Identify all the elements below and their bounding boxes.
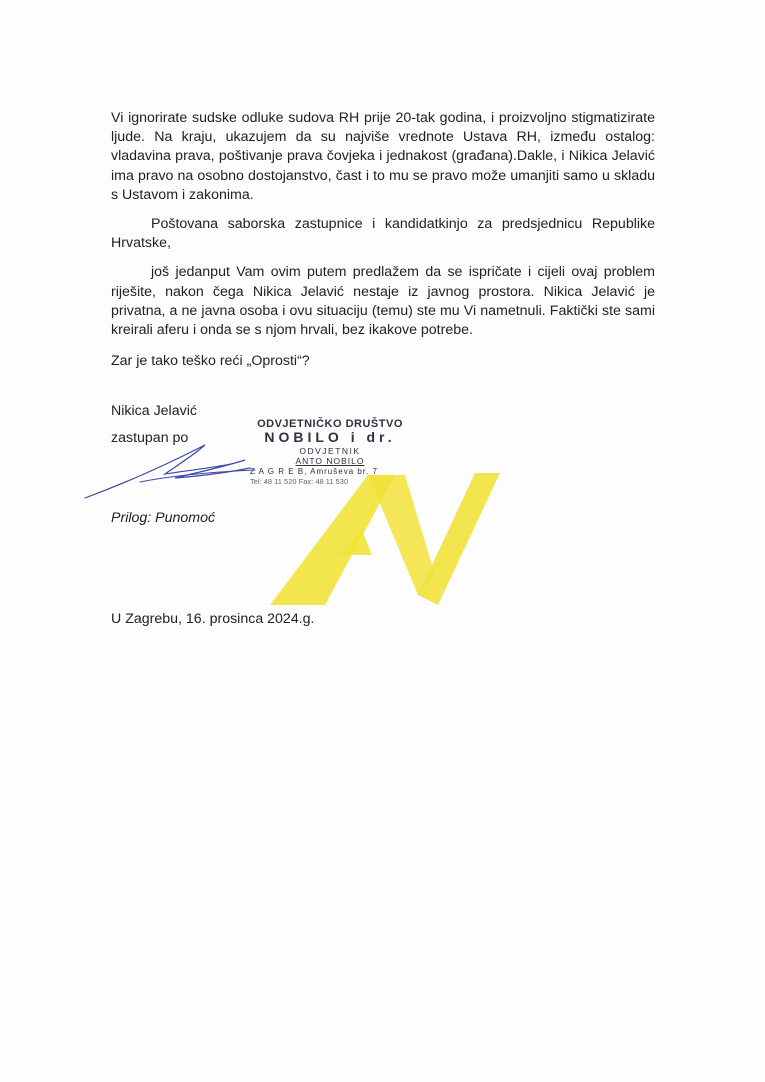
annex-label: Prilog: Punomoć [111, 510, 216, 526]
handwritten-signature [80, 430, 280, 505]
stamp-line-1: ODVJETNIČKO DRUŠTVO [257, 418, 403, 430]
letter-body [111, 109, 655, 371]
paragraph-1: Vi ignorirate sudske odluke sudova RH prije 20-tak godina, i proizvoljno stigmatizirate ljude. Na kraju, ukazujem da su najviše vrednote Ustava RH, između ostalog: vladavina prava, poštivanje prava čovjeka i jednakost (građana).Dakle, i Nikica Jelavić ima pravo na osobno dostojanstvo, čast i to mu se pravo može umanjiti samo u skladu s Ustavom i zakonima. [111, 110, 655, 203]
stamp-line-4: ANTO NOBILO [295, 456, 365, 466]
stamp-line-6: Tel: 48 11 520 Fax: 48 11 530 [250, 477, 349, 486]
stamp-line-2: NOBILO i dr. [264, 429, 396, 445]
paragraph-3: još jedanput Vam ovim putem predlažem da se ispričate i cijeli ovaj problem riješite, nakon čega Nikica Jelavić nestaje iz javnog prostora. Nikica Jelavić je privatna, a ne javna osoba i ovu situaciju (temu) ste mu Vi nametnuli. Faktički ste sami kreirali aferu i onda se s njom hrvali, bez ikakove potrebe. [111, 264, 655, 339]
stamp-line-3: ODVJETNIK [299, 446, 361, 456]
signatory-name: Nikica Jelavić [111, 403, 197, 419]
represented-by-label: zastupan po [111, 430, 189, 446]
place-and-date: U Zagrebu, 16. prosinca 2024.g. [111, 611, 315, 627]
paragraph-2: Poštovana saborska zastupnice i kandidatkinjo za predsjednicu Republike Hrvatske, [111, 216, 655, 252]
stamp-line-5: Z A G R E B, Amruševa br. 7 [250, 467, 378, 476]
paragraph-4: Zar je tako teško reći „Oprosti“? [111, 353, 310, 370]
